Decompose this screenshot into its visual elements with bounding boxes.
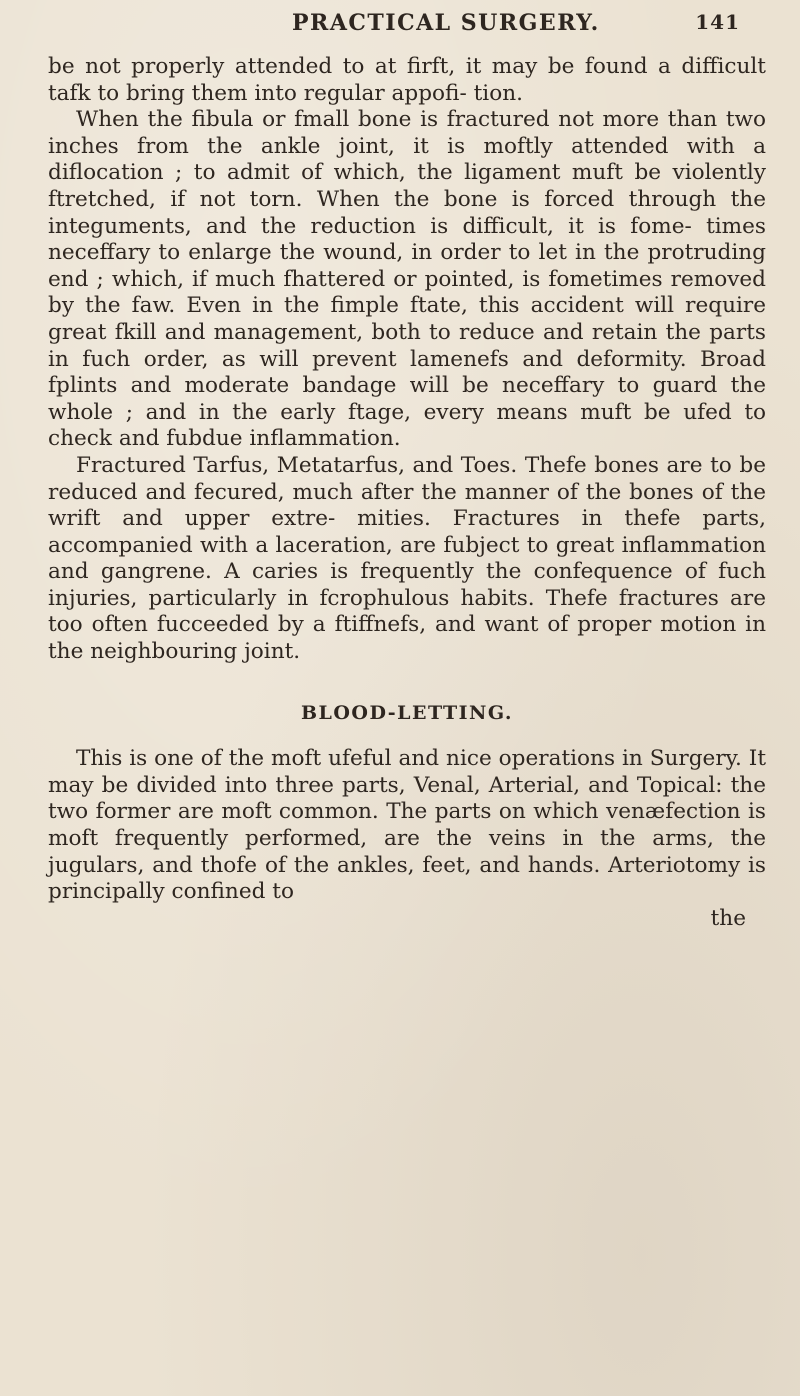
paragraph: When the fibula or fmall bone is fractured not more than two inches from the ankle joint, it is moftly attended with a diflocation ; to admit of which, the ligament muft be violently ftretched, if not torn. When the bone is forced through the integuments, and the reduction is difficult, it is fome- times neceffary to enlarge the wound, in order to let in the protruding end ; which, if much fhattered or pointed, is fometimes removed by the faw. Even in the fimple ftate, this accident will require great fkill and management, both to reduce and retain the parts in fuch order, as will prevent lamenefs and deformity. Broad fplints and moderate bandage will be neceffary to guard the whole ; and in the early ftage, every means muft be ufed to check and fubdue inflammation. (48, 107, 766, 452)
running-head (280, 10, 740, 40)
body-text (48, 54, 766, 932)
page-number: 141 (695, 10, 740, 34)
paragraph: This is one of the moft ufeful and nice operations in Surgery. It may be divided into three parts, Venal, Arterial, and Topical: the two former are moft common. The parts on which venæfection is moft frequently performed, are the veins in the arms, the jugulars, and thofe of the ankles, feet, and hands. Arteriotomy is principally confined to (48, 746, 766, 905)
catchword: the (710, 905, 746, 931)
section-heading: BLOOD-LETTING. (300, 701, 514, 724)
running-title: PRACTICAL SURGERY. (292, 10, 600, 36)
paragraph: Fractured Tarfus, Metatarfus, and Toes. Thefe bones are to be reduced and fecured, much after the manner of the bones of the wrift and upper extre- mities. Fractures in thefe parts, accompanied with a laceration, are fubject to great inflammation and gangrene. A caries is frequently the confequence of fuch injuries, particularly in fcrophulous habits. Thefe fractures are too often fucceeded by a ftiffnefs, and want of proper motion in the neighbouring joint. (48, 452, 766, 665)
paragraph: be not properly attended to at firft, it may be found a difficult tafk to bring them into regular appofi- tion. (48, 54, 766, 106)
